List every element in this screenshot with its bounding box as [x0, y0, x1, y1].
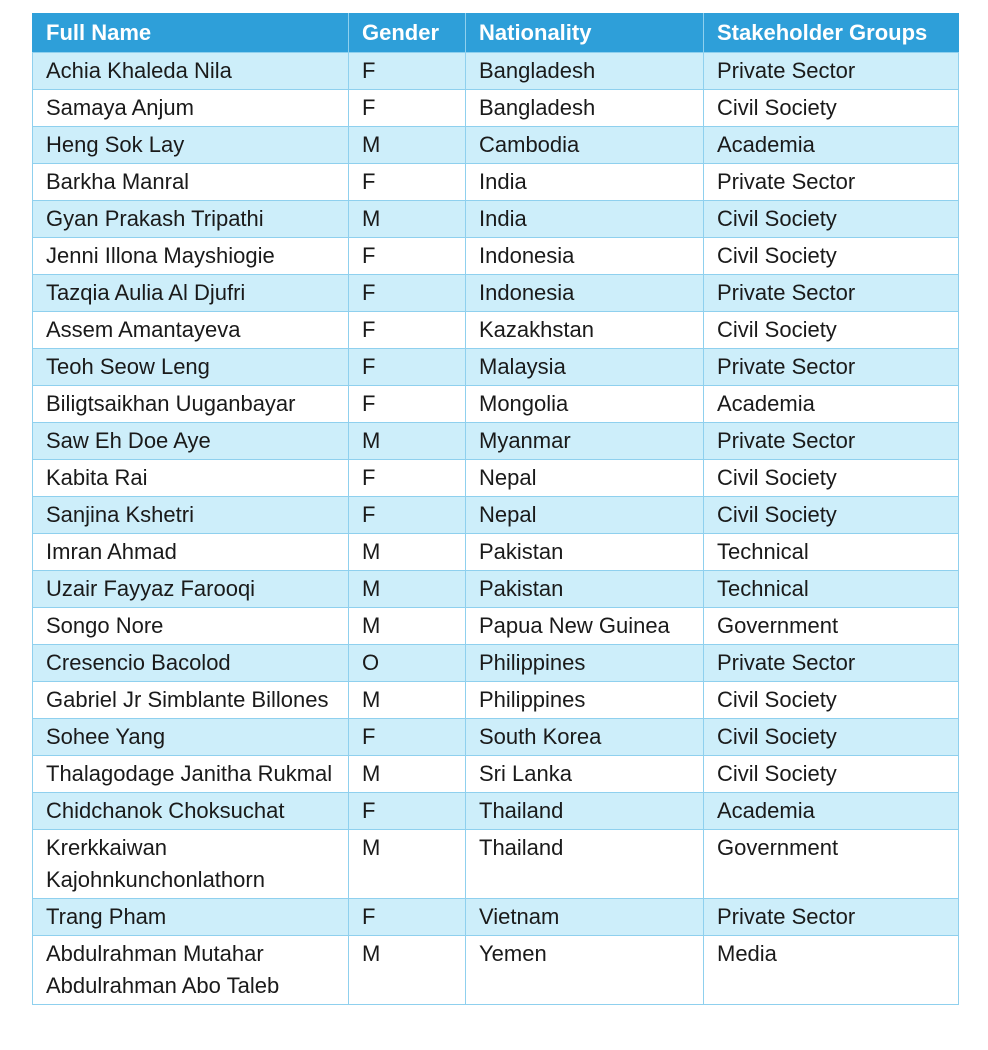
cell-full-name: Trang Pham — [33, 899, 349, 936]
cell-nationality: India — [466, 201, 704, 238]
table-row — [33, 571, 959, 608]
cell-gender: F — [349, 275, 466, 312]
cell-gender: O — [349, 645, 466, 682]
cell-full-name: Kabita Rai — [33, 460, 349, 497]
cell-stakeholder-group: Civil Society — [704, 238, 959, 275]
cell-full-name: Barkha Manral — [33, 164, 349, 201]
cell-gender: F — [349, 460, 466, 497]
cell-gender: F — [349, 386, 466, 423]
cell-full-name: Gabriel Jr Simblante Billones — [33, 682, 349, 719]
table-row — [33, 608, 959, 645]
table-row — [33, 312, 959, 349]
cell-stakeholder-group: Government — [704, 608, 959, 645]
cell-nationality: Nepal — [466, 497, 704, 534]
table-row — [33, 275, 959, 312]
cell-nationality: Indonesia — [466, 275, 704, 312]
cell-gender: M — [349, 571, 466, 608]
cell-stakeholder-group: Private Sector — [704, 899, 959, 936]
table-row — [33, 682, 959, 719]
cell-stakeholder-group: Technical — [704, 534, 959, 571]
table-row — [33, 238, 959, 275]
cell-nationality: Pakistan — [466, 534, 704, 571]
table-row — [33, 830, 959, 899]
table-row — [33, 460, 959, 497]
participants-table — [32, 13, 959, 1005]
table-row — [33, 534, 959, 571]
table-row — [33, 164, 959, 201]
cell-gender: F — [349, 164, 466, 201]
cell-nationality: Malaysia — [466, 349, 704, 386]
table-body — [33, 53, 959, 1005]
cell-gender: M — [349, 830, 466, 899]
cell-stakeholder-group: Private Sector — [704, 423, 959, 460]
cell-stakeholder-group: Academia — [704, 386, 959, 423]
header-gender: Gender — [349, 14, 466, 53]
cell-stakeholder-group: Civil Society — [704, 201, 959, 238]
table-row — [33, 386, 959, 423]
cell-full-name: Assem Amantayeva — [33, 312, 349, 349]
cell-full-name: Teoh Seow Leng — [33, 349, 349, 386]
cell-full-name: Abdulrahman Mutahar Abdulrahman Abo Taleb — [33, 936, 349, 1005]
table-row — [33, 719, 959, 756]
cell-gender: F — [349, 497, 466, 534]
table-row — [33, 793, 959, 830]
cell-gender: F — [349, 349, 466, 386]
cell-nationality: Papua New Guinea — [466, 608, 704, 645]
cell-full-name: Achia Khaleda Nila — [33, 53, 349, 90]
cell-gender: F — [349, 719, 466, 756]
cell-full-name: Songo Nore — [33, 608, 349, 645]
cell-stakeholder-group: Civil Society — [704, 682, 959, 719]
cell-full-name: Krerkkaiwan Kajohnkunchonlathorn — [33, 830, 349, 899]
cell-full-name: Cresencio Bacolod — [33, 645, 349, 682]
cell-gender: M — [349, 423, 466, 460]
cell-full-name: Chidchanok Choksuchat — [33, 793, 349, 830]
table-row — [33, 90, 959, 127]
header-row — [33, 14, 959, 53]
cell-stakeholder-group: Technical — [704, 571, 959, 608]
cell-full-name: Imran Ahmad — [33, 534, 349, 571]
cell-gender: F — [349, 90, 466, 127]
cell-stakeholder-group: Academia — [704, 127, 959, 164]
cell-full-name: Jenni Illona Mayshiogie — [33, 238, 349, 275]
cell-nationality: South Korea — [466, 719, 704, 756]
cell-gender: F — [349, 238, 466, 275]
cell-stakeholder-group: Private Sector — [704, 53, 959, 90]
table-row — [33, 645, 959, 682]
table-row — [33, 127, 959, 164]
cell-gender: M — [349, 534, 466, 571]
cell-gender: M — [349, 608, 466, 645]
cell-stakeholder-group: Civil Society — [704, 497, 959, 534]
cell-nationality: Yemen — [466, 936, 704, 1005]
cell-gender: M — [349, 936, 466, 1005]
cell-stakeholder-group: Civil Society — [704, 312, 959, 349]
table-row — [33, 53, 959, 90]
cell-nationality: Philippines — [466, 682, 704, 719]
cell-nationality: Thailand — [466, 830, 704, 899]
cell-stakeholder-group: Private Sector — [704, 164, 959, 201]
table-row — [33, 423, 959, 460]
cell-full-name: Thalagodage Janitha Rukmal — [33, 756, 349, 793]
header-full-name: Full Name — [33, 14, 349, 53]
cell-stakeholder-group: Private Sector — [704, 275, 959, 312]
cell-stakeholder-group: Government — [704, 830, 959, 899]
cell-stakeholder-group: Academia — [704, 793, 959, 830]
table-row — [33, 497, 959, 534]
cell-full-name: Tazqia Aulia Al Djufri — [33, 275, 349, 312]
cell-stakeholder-group: Private Sector — [704, 645, 959, 682]
cell-full-name: Sohee Yang — [33, 719, 349, 756]
cell-gender: F — [349, 899, 466, 936]
cell-nationality: Indonesia — [466, 238, 704, 275]
cell-gender: F — [349, 312, 466, 349]
cell-nationality: Mongolia — [466, 386, 704, 423]
cell-nationality: Thailand — [466, 793, 704, 830]
cell-nationality: Myanmar — [466, 423, 704, 460]
cell-full-name: Sanjina Kshetri — [33, 497, 349, 534]
table-row — [33, 756, 959, 793]
table-row — [33, 201, 959, 238]
cell-nationality: Nepal — [466, 460, 704, 497]
table-row — [33, 349, 959, 386]
table-row — [33, 936, 959, 1005]
cell-gender: F — [349, 53, 466, 90]
cell-gender: F — [349, 793, 466, 830]
cell-gender: M — [349, 756, 466, 793]
cell-nationality: Sri Lanka — [466, 756, 704, 793]
cell-full-name: Uzair Fayyaz Farooqi — [33, 571, 349, 608]
cell-nationality: Kazakhstan — [466, 312, 704, 349]
cell-stakeholder-group: Private Sector — [704, 349, 959, 386]
table-row — [33, 899, 959, 936]
cell-gender: M — [349, 127, 466, 164]
cell-full-name: Heng Sok Lay — [33, 127, 349, 164]
cell-nationality: Philippines — [466, 645, 704, 682]
cell-stakeholder-group: Civil Society — [704, 719, 959, 756]
cell-nationality: Vietnam — [466, 899, 704, 936]
cell-nationality: India — [466, 164, 704, 201]
cell-stakeholder-group: Media — [704, 936, 959, 1005]
cell-nationality: Bangladesh — [466, 53, 704, 90]
cell-stakeholder-group: Civil Society — [704, 756, 959, 793]
cell-gender: M — [349, 201, 466, 238]
cell-stakeholder-group: Civil Society — [704, 90, 959, 127]
cell-nationality: Cambodia — [466, 127, 704, 164]
table-header — [33, 14, 959, 53]
cell-stakeholder-group: Civil Society — [704, 460, 959, 497]
header-nationality: Nationality — [466, 14, 704, 53]
cell-full-name: Saw Eh Doe Aye — [33, 423, 349, 460]
cell-full-name: Samaya Anjum — [33, 90, 349, 127]
cell-full-name: Biligtsaikhan Uuganbayar — [33, 386, 349, 423]
cell-nationality: Bangladesh — [466, 90, 704, 127]
header-stakeholder-groups: Stakeholder Groups — [704, 14, 959, 53]
cell-nationality: Pakistan — [466, 571, 704, 608]
cell-full-name: Gyan Prakash Tripathi — [33, 201, 349, 238]
cell-gender: M — [349, 682, 466, 719]
